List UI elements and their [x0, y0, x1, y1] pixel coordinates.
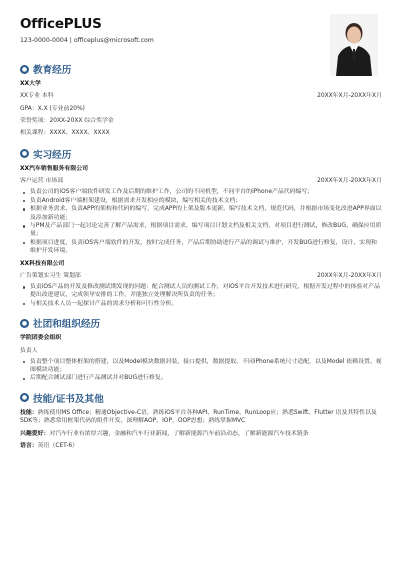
education-row	[20, 93, 382, 100]
person-photo-icon	[330, 14, 378, 76]
org-role: 负责人	[20, 347, 38, 354]
language-text: 英语（CET-6）	[37, 442, 78, 449]
interest-label: 兴趣爱好：	[20, 430, 50, 437]
job-bullets	[20, 188, 382, 255]
tech-label: 技能：	[20, 409, 38, 416]
list-item: 后期配合测试部门进行产品测试并对BUG进行修复。	[20, 374, 382, 382]
tech-skills	[20, 409, 382, 426]
courses: 相关课程：XXXX、XXXX、XXXX	[20, 129, 110, 136]
list-item: 负责Android客户端框架建设，根据需求开发相应的模块，编写相关的技术文档；	[20, 197, 382, 205]
education-period: 20XX年X月-20XX年X月	[317, 93, 382, 100]
certificate-icon: ●	[21, 394, 28, 402]
job-bullets	[20, 283, 382, 308]
awards: 荣誉奖项：20XX-20XX 综合奖学金	[20, 117, 114, 124]
company-name: XX科技有限公司	[20, 260, 65, 267]
contact-separator: |	[69, 37, 72, 44]
languages	[20, 442, 382, 450]
gpa: GPA：X.X (专业前20%)	[20, 105, 85, 112]
list-item: 根据项目进度，负责iOS客户端软件的开发，按时完成任务，产品后期协助进行产品的调试与维护，开发BUG进行修复，设计、实现和维护开发环境。	[20, 239, 382, 256]
language-label: 语言：	[20, 442, 38, 449]
school-name: XX大学	[20, 81, 41, 88]
phone-number: 123-0000-0004	[20, 37, 68, 44]
org-bullets	[20, 358, 382, 383]
education-section	[20, 62, 382, 137]
briefcase-icon: ●	[21, 150, 28, 158]
list-item: 负责整个项目整体框架的搭建，以及Model模块数据封装，接口提供，数据提取，不同iPhone系统尺寸适配，以及Model 依赖设置、视图模块功能；	[20, 358, 382, 375]
experience-heading	[20, 147, 382, 161]
header	[20, 16, 382, 44]
skills-section	[20, 391, 382, 451]
company-name: XX汽车销售服务有限公司	[20, 166, 88, 173]
experience-title: 实习经历	[33, 149, 72, 161]
job-role: 客户运营 市场部	[20, 178, 64, 185]
contact-line	[20, 37, 382, 44]
interests	[20, 430, 382, 438]
list-item: 负责公司的iOS客户端软件研发工作及后期的维护工作，公司的不同机型，不同平台的iPhone产品代码编写；	[20, 188, 382, 196]
list-item: 根据业务需求，负责APP的架构和代码的编写，完成APP的上架及版本更新，编写技术文档，规范代码，并根据市场变化改进APP界面以及添加新功能；	[20, 205, 382, 222]
interest-text: 对汽车行业有浓厚兴趣，金融和汽车行业新闻，了解新能源汽车前沿动态，了解新能源汽车技术链条	[49, 430, 309, 437]
organization-section	[20, 316, 382, 383]
list-item: 与PM及产品部门一起讨论完善了解产品需求，根据项目需求，编写项目计划文档及相关文档，对项目进行测试，修改BUG，确保应用质量；	[20, 222, 382, 239]
experience-section	[20, 147, 382, 308]
avatar	[330, 14, 378, 76]
organization-title: 社团和组织经历	[33, 319, 101, 331]
team-icon: ●	[21, 319, 28, 327]
email-address[interactable]: officeplus@microsoft.com	[73, 37, 154, 44]
skills-title: 技能/证书及其他	[33, 393, 104, 405]
list-item: 负责iOS产品的开发及修改测试期发现的问题：配合测试人员的测试工作，对iOS平台开发技术进行研究，根据开发过程中的体验对产品提出改进建议，完成领导安排的工作，并能独立处理解决所负责的任务；	[20, 283, 382, 300]
skills-heading	[20, 391, 382, 405]
major-degree: XX专业 本科	[20, 93, 54, 100]
education-title: 教育经历	[33, 65, 72, 76]
organization-heading	[20, 316, 382, 330]
job-role: 广告策划实习生 策划部	[20, 272, 81, 279]
candidate-name: OfficePLUS	[20, 16, 102, 32]
job-entry	[20, 166, 382, 255]
org-name: 学院团委会组织	[20, 335, 62, 342]
job-row	[20, 178, 382, 185]
job-period: 20XX年X月-20XX年X月	[317, 178, 382, 185]
job-entry	[20, 261, 382, 308]
education-heading	[20, 62, 382, 76]
job-row	[20, 273, 382, 280]
job-period: 20XX年X月-20XX年X月	[317, 272, 382, 279]
graduation-cap-icon: ●	[21, 65, 28, 73]
tech-text: 熟练使用MS Office；精通Objective-C语，熟练iOS平台各种API、RunTime、RunLoop应；熟悉Swift、Flutter 语及其特性以及SDK等；熟悉常用框架代码的组件开发、深理解AOP、IOP、OOP思想；熟练掌握MVC	[20, 409, 377, 425]
list-item: 与相关技术人员一起探讨产品的需求分析和可行性分析。	[20, 300, 382, 308]
